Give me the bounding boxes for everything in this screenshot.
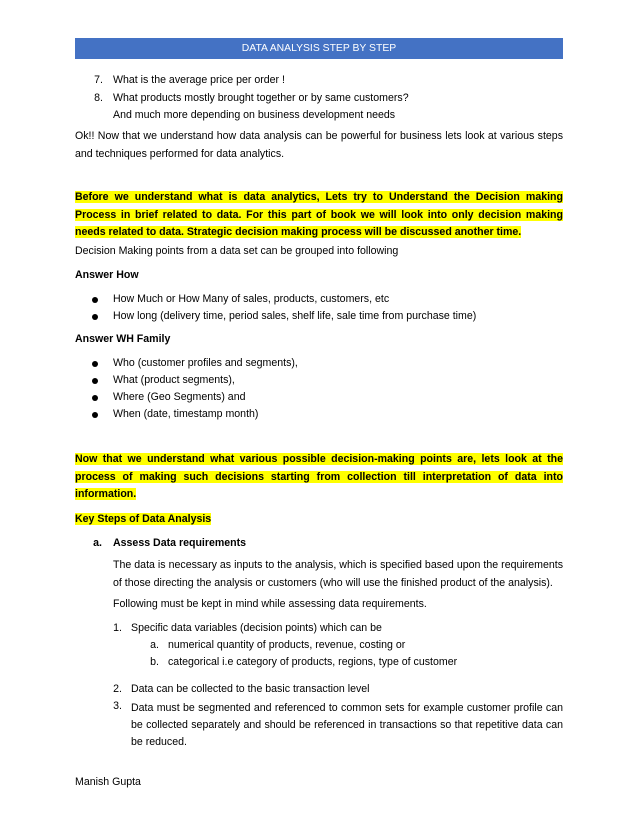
bullet-icon <box>92 297 98 303</box>
list-item: Data can be collected to the basic transaction level <box>131 683 370 695</box>
list-item: What is the average price per order ! <box>113 74 285 86</box>
list-item: Where (Geo Segments) and <box>113 391 246 403</box>
page-header-title: DATA ANALYSIS STEP BY STEP <box>241 43 397 54</box>
bullet-icon <box>92 378 98 384</box>
list-number: 3. <box>113 700 122 712</box>
highlight-text: Now that we understand what various possible decision-making points are, lets look at the process of making such decisions starting from collection till interpretation of data into information. <box>75 453 563 501</box>
sub-list-item: numerical quantity of products, revenue, costing or <box>168 639 406 651</box>
bullet-icon <box>92 395 98 401</box>
sub-list-label: a. <box>150 639 159 651</box>
bullet-icon <box>92 361 98 367</box>
list-item: Data must be segmented and referenced to common sets for example customer profile can be collected separately and should be referenced in transactions so that repetitive data can be reduced. <box>131 702 563 749</box>
footer-author: Manish Gupta <box>75 776 141 788</box>
highlight-paragraph-2 <box>75 451 563 504</box>
list-number: 1. <box>113 622 122 634</box>
bullet-icon <box>92 412 98 418</box>
list-item: How long (delivery time, period sales, shelf life, sale time from purchase time) <box>113 310 477 322</box>
intro-paragraph: Ok!! Now that we understand how data analysis can be powerful for business lets look at various steps and techniques performed for data analytics. <box>75 130 563 160</box>
step-paragraph: Following must be kept in mind while assessing data requirements. <box>113 598 427 610</box>
list-item: Who (customer profiles and segments), <box>113 357 298 369</box>
list-item: When (date, timestamp month) <box>113 408 259 420</box>
bullet-icon <box>92 314 98 320</box>
list-item: How Much or How Many of sales, products, customers, etc <box>113 293 390 305</box>
highlight-text: Before we understand what is data analytics, Lets try to Understand the Decision making Process in brief related to data. For this part of book we will look into only decision making needs related to data. Strategic decision making process will be discussed another time. <box>75 191 563 239</box>
sub-list-item: categorical i.e category of products, regions, type of customer <box>168 656 458 668</box>
highlight-text: Key Steps of Data Analysis <box>75 513 212 525</box>
answer-how-heading: Answer How <box>75 269 139 281</box>
list-item: What products mostly brought together or by same customers? <box>113 92 409 104</box>
list-item-continuation: And much more depending on business development needs <box>113 109 396 121</box>
highlight-paragraph-1 <box>75 189 563 242</box>
list-number: 7. <box>94 74 103 86</box>
key-steps-heading <box>75 513 211 525</box>
page-header-bar <box>75 38 563 59</box>
step-title: Assess Data requirements <box>113 537 247 549</box>
list-number: 2. <box>113 683 122 695</box>
sub-list-label: b. <box>150 656 159 668</box>
step-label: a. <box>93 537 102 549</box>
list-number: 8. <box>94 92 103 104</box>
step-paragraph: The data is necessary as inputs to the analysis, which is specified based upon the requirements of those directing the analysis or customers (who will use the finished product of the analysis). <box>113 559 563 589</box>
list-item: What (product segments), <box>113 374 235 386</box>
decision-intro: Decision Making points from a data set can be grouped into following <box>75 245 399 257</box>
list-item: Specific data variables (decision points) which can be <box>131 622 382 634</box>
answer-wh-heading: Answer WH Family <box>75 333 171 345</box>
